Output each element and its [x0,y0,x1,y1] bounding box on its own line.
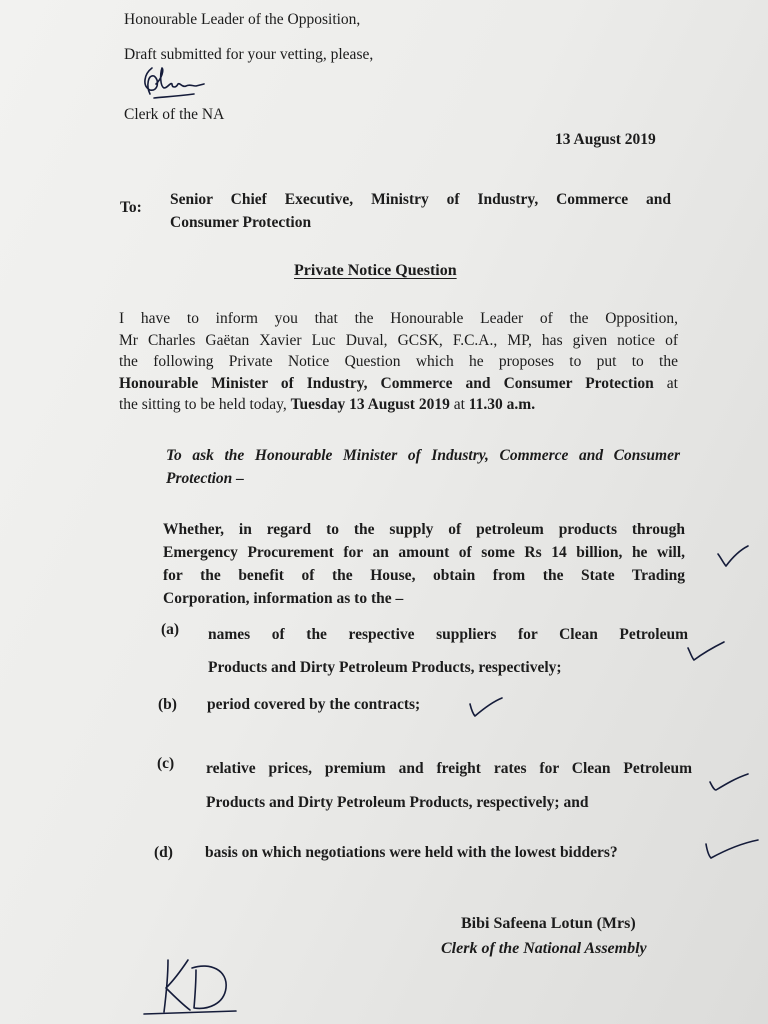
intro-line-4-rest: at [653,374,678,392]
intro-line-2: Mr Charles Gaëtan Xavier Luc Duval, GCSK, F.C.A., MP, has given notice of [119,331,678,349]
question-line-4: Corporation, information as to the – [163,590,404,607]
memo-addressee: Honourable Leader of the Opposition, [124,11,361,28]
item-c-text [206,752,692,820]
document-title: Private Notice Question [294,262,457,279]
signatory-name: Bibi Safeena Lotun (Mrs) [461,915,636,932]
sitting-date: Tuesday 13 August 2019 [290,396,450,413]
item-a-label: (a) [161,621,180,638]
to-line-2: Consumer Protection [170,214,312,231]
checkmark-icon [468,696,504,720]
memo-request: Draft submitted for your vetting, please, [124,46,374,63]
to-label: To: [120,199,142,216]
question-line-2: Emergency Procurement for an amount of some Rs 14 billion, he will, [163,544,685,561]
clerk-handwritten-signature [138,64,208,106]
intro-line-3: the following Private Notice Question which he proposes to put to the [119,353,678,370]
handwritten-initials [140,950,250,1024]
intro-line-5 [119,394,678,416]
sitting-time: 11.30 a.m. [468,396,536,413]
item-a-line-2: Products and Dirty Petroleum Products, respectively; [208,659,562,676]
checkmark-icon [716,544,750,568]
item-d-text: basis on which negotiations were held with the lowest bidders? [205,844,618,861]
intro-line-1: I have to inform you that the Honourable Leader of the Opposition, [119,310,678,327]
checkmark-icon [708,772,750,794]
question-paragraph [163,518,685,610]
memo-signatory-title: Clerk of the NA [124,106,225,123]
ask-clause [166,444,680,490]
checkmark-icon [686,640,726,664]
item-a-line-1: names of the respective suppliers for Clean Petroleum [208,626,688,643]
question-line-1: Whether, in regard to the supply of petroleum products through [163,521,685,538]
minister-name: Honourable Minister of Industry, Commerce and Consumer Protection [119,374,654,392]
item-b-text: period covered by the contracts; [207,696,421,713]
intro-line-5-a: the sitting to be held today, [119,396,291,413]
to-recipient [170,188,671,234]
checkmark-icon [704,838,760,862]
item-d-label: (d) [154,844,173,861]
intro-paragraph [119,308,678,416]
ask-line-2: Protection – [166,470,244,487]
item-c-line-2: Products and Dirty Petroleum Products, respectively; and [206,794,589,811]
intro-line-5-b: at [449,396,469,413]
item-a-text [208,618,688,684]
item-c-label: (c) [157,755,175,772]
item-b-label: (b) [158,696,177,713]
question-line-3: for the benefit of the House, obtain from the State Trading [163,567,685,584]
signatory-title: Clerk of the National Assembly [441,940,647,957]
to-line-1: Senior Chief Executive, Ministry of Industry, Commerce and [170,191,671,208]
letter-date: 13 August 2019 [555,131,656,148]
intro-line-4 [119,373,678,395]
item-c-line-1: relative prices, premium and freight rates for Clean Petroleum [206,760,692,777]
ask-line-1: To ask the Honourable Minister of Industry, Commerce and Consumer [166,447,680,464]
